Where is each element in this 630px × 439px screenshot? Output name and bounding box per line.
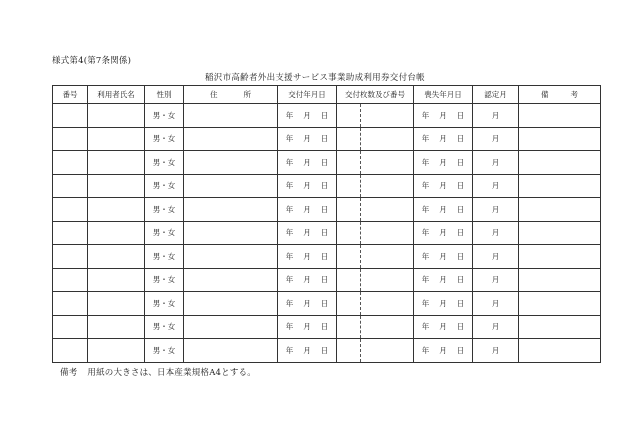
cell-cert-month[interactable]: 月 bbox=[473, 104, 519, 128]
cell-remarks[interactable] bbox=[519, 339, 601, 363]
date-day-label: 日 bbox=[320, 134, 329, 144]
footnote-label: 備考 bbox=[60, 368, 78, 378]
table-row bbox=[53, 174, 601, 198]
cell-ticket-count[interactable] bbox=[337, 245, 361, 269]
date-day-label: 日 bbox=[320, 157, 329, 167]
cell-loss-date[interactable] bbox=[414, 198, 473, 222]
date-year-label: 年 bbox=[421, 275, 430, 285]
cell-address[interactable] bbox=[184, 151, 278, 175]
date-month-label: 月 bbox=[303, 322, 311, 332]
date-month-label: 月 bbox=[303, 298, 311, 308]
date-month-label: 月 bbox=[439, 298, 447, 308]
date-day-label: 日 bbox=[320, 181, 329, 191]
date-day-label: 日 bbox=[320, 228, 329, 238]
cell-ticket-numbers[interactable] bbox=[361, 315, 414, 339]
cell-user-name[interactable] bbox=[88, 104, 145, 128]
cell-ticket-count[interactable] bbox=[337, 221, 361, 245]
cell-remarks[interactable] bbox=[519, 268, 601, 292]
date-year-label: 年 bbox=[285, 298, 294, 308]
date-month-label: 月 bbox=[303, 228, 311, 238]
date-month-label: 月 bbox=[303, 275, 311, 285]
date-day-label: 日 bbox=[456, 298, 465, 308]
date-year-label: 年 bbox=[285, 181, 294, 191]
date-year-label: 年 bbox=[285, 228, 294, 238]
cell-address[interactable] bbox=[184, 245, 278, 269]
cell-user-name[interactable] bbox=[88, 221, 145, 245]
footnote bbox=[60, 366, 256, 378]
cell-ticket-numbers[interactable] bbox=[361, 151, 414, 175]
date-year-label: 年 bbox=[421, 157, 430, 167]
cell-sex[interactable]: 男・女 bbox=[145, 315, 184, 339]
cell-sex[interactable]: 男・女 bbox=[145, 245, 184, 269]
cell-address[interactable] bbox=[184, 174, 278, 198]
header-loss-date: 喪失年月日 bbox=[414, 86, 473, 104]
cell-ticket-count[interactable] bbox=[337, 198, 361, 222]
table-row bbox=[53, 151, 601, 175]
cell-remarks[interactable] bbox=[519, 104, 601, 128]
header-issue-date: 交付年月日 bbox=[278, 86, 337, 104]
cell-user-name[interactable] bbox=[88, 127, 145, 151]
cell-loss-date[interactable] bbox=[414, 104, 473, 128]
cell-issue-date[interactable] bbox=[278, 127, 337, 151]
header-row bbox=[53, 86, 601, 104]
date-year-label: 年 bbox=[285, 134, 294, 144]
cell-user-name[interactable] bbox=[88, 339, 145, 363]
cell-number[interactable] bbox=[53, 127, 88, 151]
date-day-label: 日 bbox=[456, 157, 465, 167]
date-year-label: 年 bbox=[421, 134, 430, 144]
date-month-label: 月 bbox=[439, 322, 447, 332]
date-day-label: 日 bbox=[456, 251, 465, 261]
cell-loss-date[interactable] bbox=[414, 292, 473, 316]
date-month-label: 月 bbox=[439, 134, 447, 144]
date-year-label: 年 bbox=[421, 322, 430, 332]
table-row bbox=[53, 268, 601, 292]
cell-address[interactable] bbox=[184, 315, 278, 339]
cell-user-name[interactable] bbox=[88, 268, 145, 292]
date-month-label: 月 bbox=[303, 204, 311, 214]
table-row bbox=[53, 339, 601, 363]
cell-address[interactable] bbox=[184, 104, 278, 128]
cell-number[interactable] bbox=[53, 104, 88, 128]
cell-remarks[interactable] bbox=[519, 198, 601, 222]
date-year-label: 年 bbox=[285, 110, 294, 120]
date-month-label: 月 bbox=[439, 181, 447, 191]
cell-ticket-count[interactable] bbox=[337, 174, 361, 198]
date-month-label: 月 bbox=[439, 204, 447, 214]
cell-cert-month[interactable]: 月 bbox=[473, 245, 519, 269]
cell-issue-date[interactable] bbox=[278, 198, 337, 222]
cell-ticket-count[interactable] bbox=[337, 315, 361, 339]
date-day-label: 日 bbox=[456, 110, 465, 120]
date-day-label: 日 bbox=[320, 110, 329, 120]
header-cert-month: 認定月 bbox=[473, 86, 519, 104]
cell-address[interactable] bbox=[184, 339, 278, 363]
date-month-label: 月 bbox=[439, 345, 447, 355]
cell-remarks[interactable] bbox=[519, 127, 601, 151]
form-number: 様式第4(第7条関係) bbox=[52, 56, 132, 66]
date-year-label: 年 bbox=[421, 298, 430, 308]
cell-number[interactable] bbox=[53, 198, 88, 222]
date-month-label: 月 bbox=[439, 110, 447, 120]
header-address: 住所 bbox=[184, 86, 278, 104]
cell-user-name[interactable] bbox=[88, 315, 145, 339]
cell-address[interactable] bbox=[184, 198, 278, 222]
cell-user-name[interactable] bbox=[88, 198, 145, 222]
date-day-label: 日 bbox=[456, 204, 465, 214]
cell-sex[interactable]: 男・女 bbox=[145, 221, 184, 245]
table-row bbox=[53, 245, 601, 269]
cell-address[interactable] bbox=[184, 268, 278, 292]
cell-ticket-count[interactable] bbox=[337, 104, 361, 128]
cell-user-name[interactable] bbox=[88, 292, 145, 316]
cell-ticket-count[interactable] bbox=[337, 127, 361, 151]
cell-ticket-count[interactable] bbox=[337, 268, 361, 292]
date-year-label: 年 bbox=[285, 345, 294, 355]
cell-number[interactable] bbox=[53, 151, 88, 175]
header-user-name: 利用者氏名 bbox=[88, 86, 145, 104]
cell-sex[interactable]: 男・女 bbox=[145, 198, 184, 222]
cell-ticket-count[interactable] bbox=[337, 292, 361, 316]
cell-number[interactable] bbox=[53, 221, 88, 245]
date-day-label: 日 bbox=[456, 345, 465, 355]
header-ticket-count: 交付枚数及び番号 bbox=[337, 86, 414, 104]
date-day-label: 日 bbox=[456, 275, 465, 285]
cell-user-name[interactable] bbox=[88, 245, 145, 269]
date-year-label: 年 bbox=[285, 322, 294, 332]
date-day-label: 日 bbox=[456, 228, 465, 238]
cell-issue-date[interactable] bbox=[278, 221, 337, 245]
cell-remarks[interactable] bbox=[519, 245, 601, 269]
cell-cert-month[interactable]: 月 bbox=[473, 292, 519, 316]
cell-issue-date[interactable] bbox=[278, 292, 337, 316]
date-year-label: 年 bbox=[421, 345, 430, 355]
date-month-label: 月 bbox=[303, 110, 311, 120]
date-year-label: 年 bbox=[421, 181, 430, 191]
header-sex: 性別 bbox=[145, 86, 184, 104]
date-day-label: 日 bbox=[320, 251, 329, 261]
ledger-body bbox=[53, 104, 601, 363]
cell-number[interactable] bbox=[53, 174, 88, 198]
cell-cert-month[interactable]: 月 bbox=[473, 221, 519, 245]
cell-loss-date[interactable] bbox=[414, 245, 473, 269]
date-month-label: 月 bbox=[303, 157, 311, 167]
date-day-label: 日 bbox=[320, 322, 329, 332]
table-row bbox=[53, 221, 601, 245]
date-year-label: 年 bbox=[285, 275, 294, 285]
cell-sex[interactable]: 男・女 bbox=[145, 151, 184, 175]
table-row bbox=[53, 292, 601, 316]
date-month-label: 月 bbox=[439, 251, 447, 261]
cell-address[interactable] bbox=[184, 221, 278, 245]
cell-loss-date[interactable] bbox=[414, 151, 473, 175]
cell-ticket-count[interactable] bbox=[337, 339, 361, 363]
date-month-label: 月 bbox=[439, 157, 447, 167]
date-month-label: 月 bbox=[303, 181, 311, 191]
date-year-label: 年 bbox=[285, 204, 294, 214]
date-year-label: 年 bbox=[421, 251, 430, 261]
cell-loss-date[interactable] bbox=[414, 221, 473, 245]
cell-sex[interactable]: 男・女 bbox=[145, 292, 184, 316]
date-month-label: 月 bbox=[303, 134, 311, 144]
cell-cert-month[interactable]: 月 bbox=[473, 315, 519, 339]
date-day-label: 日 bbox=[456, 322, 465, 332]
cell-sex[interactable]: 男・女 bbox=[145, 127, 184, 151]
cell-cert-month[interactable]: 月 bbox=[473, 268, 519, 292]
cell-loss-date[interactable] bbox=[414, 127, 473, 151]
cell-remarks[interactable] bbox=[519, 174, 601, 198]
cell-remarks[interactable] bbox=[519, 292, 601, 316]
date-year-label: 年 bbox=[421, 228, 430, 238]
cell-loss-date[interactable] bbox=[414, 174, 473, 198]
date-day-label: 日 bbox=[320, 345, 329, 355]
cell-ticket-numbers[interactable] bbox=[361, 245, 414, 269]
cell-loss-date[interactable] bbox=[414, 315, 473, 339]
date-day-label: 日 bbox=[320, 204, 329, 214]
cell-ticket-numbers[interactable] bbox=[361, 198, 414, 222]
cell-address[interactable] bbox=[184, 127, 278, 151]
cell-cert-month[interactable]: 月 bbox=[473, 198, 519, 222]
date-month-label: 月 bbox=[439, 228, 447, 238]
cell-ticket-numbers[interactable] bbox=[361, 104, 414, 128]
table-row bbox=[53, 315, 601, 339]
date-day-label: 日 bbox=[456, 134, 465, 144]
date-day-label: 日 bbox=[456, 181, 465, 191]
cell-number[interactable] bbox=[53, 315, 88, 339]
cell-loss-date[interactable] bbox=[414, 339, 473, 363]
date-month-label: 月 bbox=[303, 251, 311, 261]
cell-issue-date[interactable] bbox=[278, 268, 337, 292]
cell-cert-month[interactable]: 月 bbox=[473, 339, 519, 363]
date-day-label: 日 bbox=[320, 298, 329, 308]
cell-cert-month[interactable]: 月 bbox=[473, 127, 519, 151]
cell-number[interactable] bbox=[53, 339, 88, 363]
header-number: 番号 bbox=[53, 86, 88, 104]
cell-ticket-numbers[interactable] bbox=[361, 339, 414, 363]
cell-ticket-numbers[interactable] bbox=[361, 268, 414, 292]
cell-cert-month[interactable]: 月 bbox=[473, 151, 519, 175]
cell-issue-date[interactable] bbox=[278, 174, 337, 198]
cell-cert-month[interactable]: 月 bbox=[473, 174, 519, 198]
cell-ticket-numbers[interactable] bbox=[361, 127, 414, 151]
cell-sex[interactable]: 男・女 bbox=[145, 174, 184, 198]
cell-remarks[interactable] bbox=[519, 221, 601, 245]
table-row bbox=[53, 104, 601, 128]
cell-ticket-numbers[interactable] bbox=[361, 221, 414, 245]
cell-issue-date[interactable] bbox=[278, 245, 337, 269]
date-year-label: 年 bbox=[285, 251, 294, 261]
cell-issue-date[interactable] bbox=[278, 104, 337, 128]
cell-issue-date[interactable] bbox=[278, 151, 337, 175]
date-month-label: 月 bbox=[303, 345, 311, 355]
date-month-label: 月 bbox=[439, 275, 447, 285]
cell-number[interactable] bbox=[53, 245, 88, 269]
date-year-label: 年 bbox=[285, 157, 294, 167]
cell-remarks[interactable] bbox=[519, 151, 601, 175]
cell-number[interactable] bbox=[53, 292, 88, 316]
cell-user-name[interactable] bbox=[88, 174, 145, 198]
header-remarks: 備考 bbox=[519, 86, 601, 104]
document-title: 稲沢市高齢者外出支援サービス事業助成利用券交付台帳 bbox=[204, 73, 425, 83]
cell-issue-date[interactable] bbox=[278, 315, 337, 339]
cell-ticket-numbers[interactable] bbox=[361, 174, 414, 198]
table-row bbox=[53, 127, 601, 151]
date-day-label: 日 bbox=[320, 275, 329, 285]
cell-user-name[interactable] bbox=[88, 151, 145, 175]
cell-sex[interactable]: 男・女 bbox=[145, 268, 184, 292]
cell-ticket-count[interactable] bbox=[337, 151, 361, 175]
ticket-issuance-ledger bbox=[52, 85, 601, 363]
cell-sex[interactable]: 男・女 bbox=[145, 339, 184, 363]
cell-issue-date[interactable] bbox=[278, 339, 337, 363]
cell-loss-date[interactable] bbox=[414, 268, 473, 292]
cell-remarks[interactable] bbox=[519, 315, 601, 339]
date-year-label: 年 bbox=[421, 204, 430, 214]
table-row bbox=[53, 198, 601, 222]
cell-sex[interactable]: 男・女 bbox=[145, 104, 184, 128]
footnote-text: 用紙の大きさは、日本産業規格A4とする。 bbox=[87, 368, 256, 378]
date-year-label: 年 bbox=[421, 110, 430, 120]
cell-ticket-numbers[interactable] bbox=[361, 292, 414, 316]
cell-number[interactable] bbox=[53, 268, 88, 292]
cell-address[interactable] bbox=[184, 292, 278, 316]
